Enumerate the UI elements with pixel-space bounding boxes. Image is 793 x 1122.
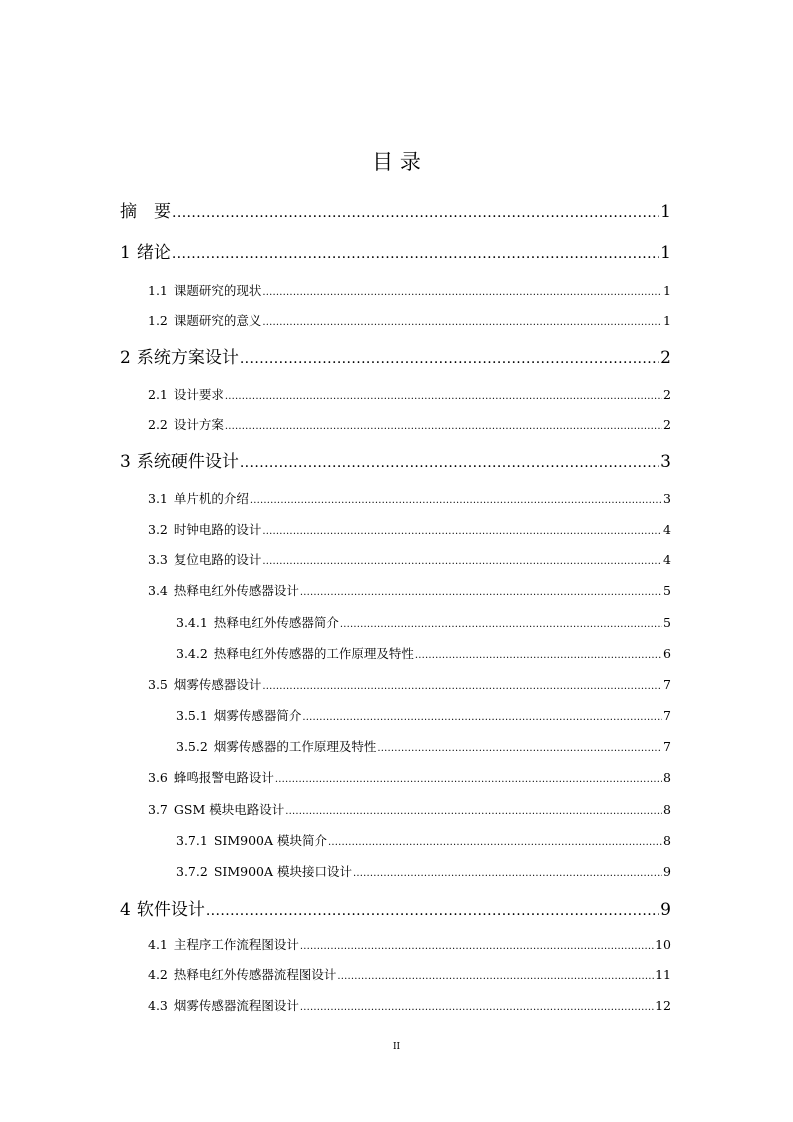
toc-entry-title: 课题研究的意义 — [173, 313, 262, 328]
toc-entry-title: 热释电红外传感器设计 — [173, 583, 299, 598]
toc-entry-page-number: 5 — [663, 583, 671, 598]
toc-entry-page-number: 4 — [663, 522, 671, 537]
toc-entry[interactable] — [176, 735, 671, 759]
toc-dot-leader — [262, 311, 662, 335]
toc-entry[interactable] — [148, 518, 671, 542]
toc-dot-leader — [300, 581, 662, 605]
toc-entry-title: 热释电红外传感器简介 — [213, 615, 339, 630]
toc-dot-leader — [300, 996, 654, 1020]
toc-entry-number: 3.5.2 — [176, 739, 208, 754]
toc-entry-title: 软件设计 — [136, 900, 205, 920]
toc-entry-page-number: 2 — [660, 348, 671, 368]
toc-entry[interactable] — [148, 579, 671, 603]
toc-entry[interactable] — [148, 309, 671, 333]
toc-entry-title: 烟雾传感器的工作原理及特性 — [213, 739, 377, 754]
toc-dot-leader — [302, 706, 662, 730]
toc-entry-number: 3.2 — [148, 522, 168, 537]
toc-dot-leader — [225, 415, 662, 439]
toc-entry[interactable] — [148, 766, 671, 790]
toc-entry-number: 3.7 — [148, 802, 168, 817]
toc-entry-title: 热释电红外传感器的工作原理及特性 — [213, 646, 414, 661]
toc-entry-number: 1 — [120, 243, 131, 263]
toc-entry-page-number: 3 — [663, 491, 671, 506]
toc-entry-page-number: 7 — [663, 739, 671, 754]
toc-entry-page-number: 8 — [663, 770, 671, 785]
toc-entry-title: 系统硬件设计 — [136, 452, 239, 472]
toc-entry-page-number: 9 — [660, 900, 671, 920]
toc-entry-title: 系统方案设计 — [136, 348, 239, 368]
toc-entry-title: 烟雾传感器流程图设计 — [173, 998, 299, 1013]
toc-entry-number: 3.7.1 — [176, 833, 208, 848]
toc-entry-page-number: 3 — [660, 452, 671, 472]
toc-dot-leader — [337, 965, 654, 989]
toc-entry-number: 1.1 — [148, 283, 168, 298]
toc-entry-number: 3 — [120, 452, 131, 472]
toc-dot-leader — [172, 201, 659, 225]
toc-dot-leader — [172, 242, 659, 266]
toc-dot-leader — [262, 675, 662, 699]
toc-dot-leader — [328, 831, 662, 855]
toc-entry-title: SIM900A 模块接口设计 — [213, 864, 352, 879]
toc-entry-title: 烟雾传感器设计 — [173, 677, 262, 692]
toc-entry[interactable] — [176, 829, 671, 853]
toc-entry-title: 设计要求 — [173, 387, 224, 402]
toc-entry[interactable] — [120, 450, 671, 474]
toc-entry-number: 2 — [120, 348, 131, 368]
toc-entry-page-number: 10 — [655, 937, 671, 952]
toc-entry-page-number: 1 — [660, 243, 671, 263]
toc-entry[interactable] — [148, 933, 671, 957]
toc-entry-title: 主程序工作流程图设计 — [173, 937, 299, 952]
toc-dot-leader — [353, 862, 662, 886]
toc-entry-title: 单片机的介绍 — [173, 491, 249, 506]
toc-entry[interactable] — [120, 346, 671, 370]
toc-entry-title: 复位电路的设计 — [173, 552, 262, 567]
toc-entry[interactable] — [148, 383, 671, 407]
toc-entry[interactable] — [176, 642, 671, 666]
toc-entry-number: 4.1 — [148, 937, 168, 952]
toc-entry-number: 3.5.1 — [176, 708, 208, 723]
toc-dot-leader — [240, 347, 659, 371]
toc-entry-number: 3.6 — [148, 770, 168, 785]
toc-entry-page-number: 7 — [663, 677, 671, 692]
toc-entry-number: 4 — [120, 900, 131, 920]
toc-entry-page-number: 11 — [655, 967, 671, 982]
toc-dot-leader — [340, 613, 662, 637]
toc-entry[interactable] — [148, 413, 671, 437]
toc-entry[interactable] — [148, 673, 671, 697]
toc-entry-title: GSM 模块电路设计 — [173, 802, 285, 817]
toc-dot-leader — [285, 800, 662, 824]
toc-entry-title: 设计方案 — [173, 417, 224, 432]
toc-entry-page-number: 8 — [663, 833, 671, 848]
toc-entry[interactable] — [176, 860, 671, 884]
toc-dot-leader — [240, 451, 659, 475]
toc-entry-number: 1.2 — [148, 313, 168, 328]
toc-entry-number: 3.5 — [148, 677, 168, 692]
toc-entry-title: 绪论 — [136, 243, 171, 263]
toc-entry-number: 4.2 — [148, 967, 168, 982]
toc-entry[interactable] — [148, 487, 671, 511]
toc-entry[interactable] — [148, 798, 671, 822]
toc-entry-number: 4.3 — [148, 998, 168, 1013]
toc-entry-page-number: 9 — [663, 864, 671, 879]
toc-dot-leader — [275, 768, 662, 792]
toc-entry-page-number: 5 — [663, 615, 671, 630]
toc-entry-page-number: 8 — [663, 802, 671, 817]
toc-dot-leader — [377, 737, 662, 761]
toc-entry-title: 热释电红外传感器流程图设计 — [173, 967, 337, 982]
toc-entry-number: 3.4.1 — [176, 615, 208, 630]
toc-entry[interactable] — [148, 994, 671, 1018]
toc-entry-page-number: 1 — [663, 283, 671, 298]
toc-entry-title: 摘 要 — [120, 202, 171, 222]
toc-entry[interactable] — [176, 611, 671, 635]
toc-entry-title: 课题研究的现状 — [173, 283, 262, 298]
toc-entry-title: SIM900A 模块简介 — [213, 833, 327, 848]
toc-entry[interactable] — [148, 963, 671, 987]
toc-entry-page-number: 1 — [663, 313, 671, 328]
toc-entry[interactable] — [120, 898, 671, 922]
toc-entry[interactable] — [120, 241, 671, 265]
toc-entry-page-number: 7 — [663, 708, 671, 723]
toc-dot-leader — [300, 935, 654, 959]
toc-entry[interactable] — [148, 548, 671, 572]
toc-entry[interactable] — [176, 704, 671, 728]
toc-entry-title: 时钟电路的设计 — [173, 522, 262, 537]
toc-dot-leader — [250, 489, 662, 513]
toc-entry-page-number: 2 — [663, 417, 671, 432]
toc-entry-page-number: 6 — [663, 646, 671, 661]
toc-entry-title: 蜂鸣报警电路设计 — [173, 770, 274, 785]
toc-dot-leader — [262, 550, 662, 574]
toc-dot-leader — [206, 899, 659, 923]
toc-entry-page-number: 4 — [663, 552, 671, 567]
toc-entry-page-number: 12 — [655, 998, 671, 1013]
toc-dot-leader — [262, 520, 662, 544]
toc-heading: 目 录 — [372, 150, 421, 174]
page-number-footer: II — [392, 1042, 401, 1052]
toc-entry-number: 2.1 — [148, 387, 168, 402]
toc-entry-number: 3.3 — [148, 552, 168, 567]
toc-entry-page-number: 2 — [663, 387, 671, 402]
toc-entry[interactable] — [120, 200, 671, 224]
toc-entry-number: 3.7.2 — [176, 864, 208, 879]
toc-entry-title: 烟雾传感器简介 — [213, 708, 302, 723]
toc-entry-number: 3.1 — [148, 491, 168, 506]
toc-dot-leader — [262, 281, 662, 305]
toc-dot-leader — [225, 385, 662, 409]
toc-entry-number: 3.4 — [148, 583, 168, 598]
toc-entry-number: 2.2 — [148, 417, 168, 432]
toc-entry-number: 3.4.2 — [176, 646, 208, 661]
toc-entry[interactable] — [148, 279, 671, 303]
toc-dot-leader — [415, 644, 662, 668]
toc-entry-page-number: 1 — [660, 202, 671, 222]
